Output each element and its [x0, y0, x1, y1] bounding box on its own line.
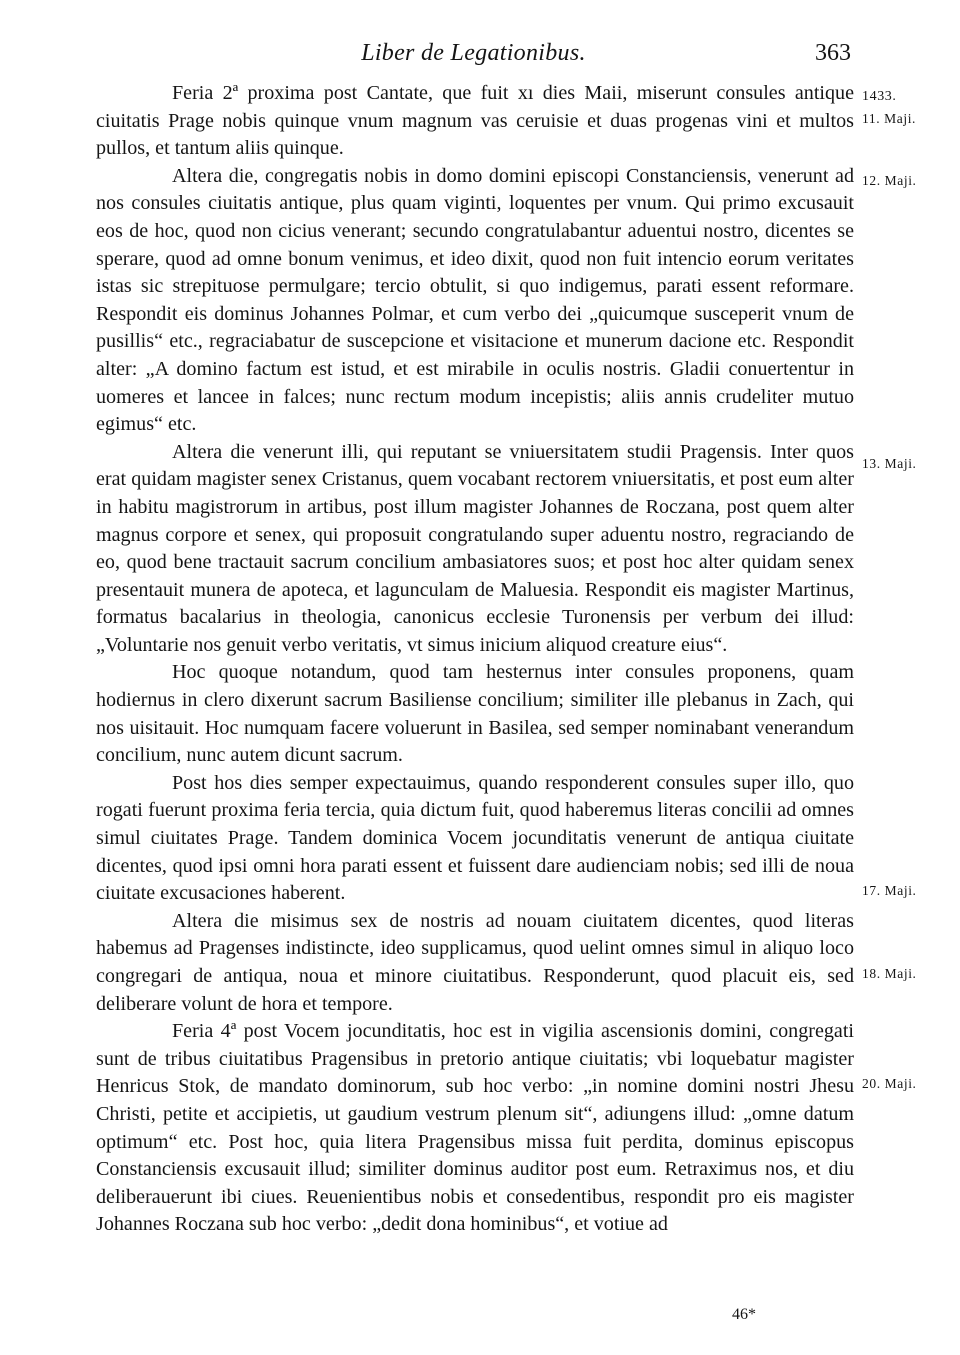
- paragraph: Altera die, congregatis nobis in domo domini episcopi Constanciensis, venerunt ad nos consules ciuitatis antique, plus quam viginti, loquentes per vnum. Qui primo excusauit eos de hoc, quod non cicius venerant; secundo congratulabantur aduentui nostro, dicentes se sperare, quod ad omne bonum venimus, et ideo dixit, quod non fuit intencio eorum veritates istas sic strepituose permulgare; tercio obtulit, si quo indigemus, parati essent reformare. Respondit eis dominus Johannes Polmar, et cum verbo dei „quicumque susceperit vnum de pusillis“ etc., regraciabatur de suscepcione et visitacione et munerum dacione etc. Respondit alter: „A domino factum est istud, et est mirabile in oculis nostris. Gladii conuertentur in uomeres et lancee in falces; nunc rectum modum incepistis; aliis annis crudeliter mutuo egimus“ etc.: [96, 164, 854, 436]
- margin-note-date: 18. Maji.: [862, 966, 917, 981]
- paragraph: Altera die misimus sex de nostris ad nouam ciuitatem dicentes, quod literas habemus ad Pragenses indistincte, ideo supplicamus, quod uelint omnes simul in aliquo loco congregari de antiqua, noua et minore ciuitatibus. Responderunt, quod placuit eis, sed deliberare volunt de hora et tempore.: [96, 909, 854, 1015]
- margin-note-year: 1433.: [862, 89, 897, 104]
- paragraph: Altera die venerunt illi, qui reputant se vniuersitatem studii Pragensis. Inter quos erat quidam magister senex Cristanus, quem vocabant rectorem vniuersitatis, et post eum alter in habitu magistrorum in artibus, post illum magister Johannes de Roczana, post quem alter magnus corpore et senex, qui proposuit congratulando super aduentu nostro, regraciando de eo, quod bene tractauit sacrum concilium ambasiatores suos; et post hoc alter quidam senex presentauit munera de apoteca, et lagunculam de Maluesia. Respondit eis magister Martinus, formatus bacalarius in theologia, canonicus ecclesie Turonensis per verbum dei illud: „Voluntarie nos genuit verbo veritatis, vt simus inicium aliquod creature eius“.: [96, 440, 854, 656]
- margin-note-date: 20. Maji.: [862, 1076, 917, 1091]
- paragraph: Hoc quoque notandum, quod tam hesternus inter consules proponens, quam hodiernus in clero dixerunt sacrum Basiliense concilium; similiter ille plebanus in Zach, qui nos uisitauit. Hoc numquam facere voluerunt in Basilea, sed semper nominabant venerandum concilium, nunc autem dicunt sacrum.: [96, 661, 854, 767]
- paragraph: Post hos dies semper expectauimus, quando responderent consules super illo, quo rogati fuerunt proxima feria tercia, quia dictum fuit, quod haberemus literas concilii ad omnes simul ciuitates Prage. Tandem dominica Vocem jocunditatis venerunt de antiqua ciuitate dicentes, quod ipsi omni hora parati essent et fuissent dare audienciam nobis; sed illi de noua ciuitate excusaciones haberent.: [96, 771, 854, 905]
- margin-note-date: 11. Maji.: [862, 111, 917, 126]
- signature-mark: 46*: [732, 1306, 756, 1323]
- body-text: [96, 80, 854, 1239]
- paragraph: Feria 2ª proxima post Cantate, que fuit xı dies Maii, miserunt consules antique ciuitatis Prage nobis quinque vnum magnum vas ceruisie et duas progenas vini et multos pullos, et tantum aliis quinque.: [96, 82, 854, 160]
- margin-note-date: 13. Maji.: [862, 456, 917, 471]
- paragraph: Feria 4ª post Vocem jocunditatis, hoc est in vigilia ascensionis domini, congregati sunt de tribus ciuitatibus Pragensibus in pretorio antique ciuitatis; vbi loquebatur magister Henricus Stok, de mandato dominorum, sub hoc verbo: „in nomine domini nostri Jhesu Christi, petite et accipietis, ut gaudium vestrum plenum sit“, adiungens illud: „omne datum optimum“ etc. Post hoc, quia litera Pragensibus missa fuit perdita, dominus episcopus Constanciensis excusauit illud; similiter dominus auditor post eum. Retraximus nos, et diu deliberauerunt ibi ciues. Reuenientibus nobis et consedentibus, respondit pro eis magister Johannes Roczana sub hoc verbo: „dedit dona hominibus“, et votiue ad: [96, 1020, 854, 1236]
- margin-note-date: 12. Maji.: [862, 173, 917, 188]
- page-header: [96, 40, 851, 70]
- margin-note-date: 17. Maji.: [862, 883, 917, 898]
- page-number: 363: [815, 40, 851, 66]
- running-title: Liber de Legationibus.: [361, 40, 586, 66]
